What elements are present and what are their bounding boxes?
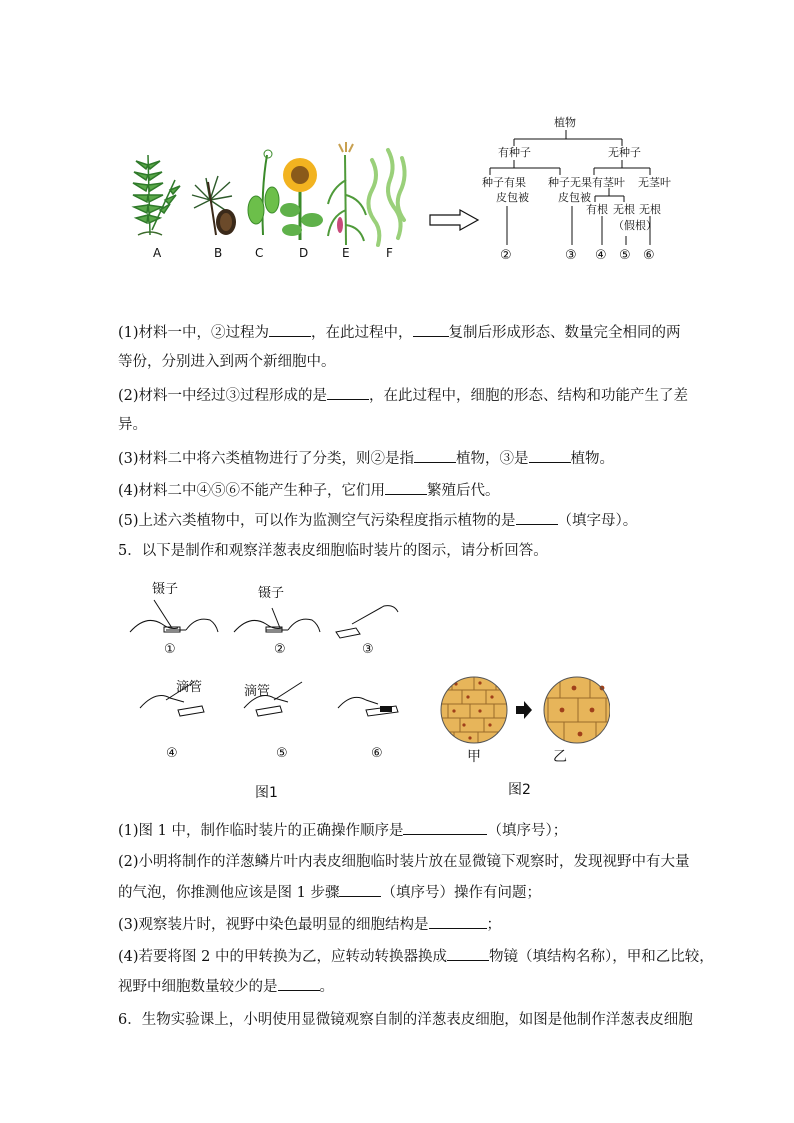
tree-has-root: 有根 bbox=[586, 203, 608, 216]
sunflower-plant-d bbox=[280, 158, 323, 240]
q5-2-line2: 的气泡，你推测他应该是图 1 步骤 （填序号）操作有问题； bbox=[118, 882, 541, 903]
tree-no-root-1: 无根 bbox=[613, 203, 635, 216]
answer-blank[interactable] bbox=[447, 946, 489, 961]
q4-2-line2: 异。 bbox=[118, 417, 147, 433]
tree-has-seed: 有种子 bbox=[498, 146, 531, 159]
classification-tree bbox=[482, 112, 682, 264]
corn-plant-e bbox=[328, 142, 366, 245]
step-marker-6: ⑥ bbox=[371, 746, 383, 761]
fern-plant-a bbox=[133, 155, 180, 235]
q4-4-line: (4)材料二中④⑤⑥不能产生种子，它们用 繁殖后代。 bbox=[118, 480, 500, 501]
answer-blank[interactable] bbox=[529, 448, 571, 463]
plant-label-b: B bbox=[214, 246, 223, 260]
right-arrow-icon bbox=[428, 208, 480, 232]
arrow-icon bbox=[516, 701, 532, 719]
tree-gymnosperm-1: 种子无果 bbox=[548, 176, 592, 189]
answer-blank[interactable] bbox=[385, 480, 427, 495]
q5-3-line: (3)观察装片时，视野中染色最明显的细胞结构是 ； bbox=[118, 914, 501, 935]
label-yi: 乙 bbox=[553, 749, 567, 765]
q4-3-line: (3)材料二中将六类植物进行了分类，则②是指 植物，③是 植物。 bbox=[118, 448, 614, 469]
dropper-label-1: 滴管 bbox=[176, 680, 203, 695]
tree-angiosperm-1: 种子有果 bbox=[482, 176, 526, 189]
answer-blank[interactable] bbox=[413, 322, 449, 337]
plant-illustrations bbox=[130, 140, 420, 265]
q4-5-line: (5)上述六类植物中，可以作为监测空气污染程度指示植物的是 （填字母）。 bbox=[118, 510, 637, 531]
tree-no-seed: 无种子 bbox=[608, 146, 641, 159]
plant-label-e: E bbox=[342, 246, 350, 260]
answer-blank[interactable] bbox=[269, 322, 311, 337]
tree-marker-4: ④ bbox=[595, 248, 607, 263]
tree-no-root-2: （假根） bbox=[613, 219, 657, 232]
tree-marker-3: ③ bbox=[565, 248, 577, 263]
answer-blank[interactable] bbox=[327, 385, 369, 400]
figure-1-caption: 图1 bbox=[255, 785, 278, 801]
plants-figure bbox=[130, 140, 420, 265]
tree-no-stem-leaf: 无茎叶 bbox=[638, 176, 671, 189]
tree-no-root-algae: 无根 bbox=[639, 203, 661, 216]
answer-blank[interactable] bbox=[516, 510, 558, 525]
q5-1-line: (1)图 1 中，制作临时装片的正确操作顺序是 （填序号）； bbox=[118, 820, 567, 841]
stained-sample bbox=[380, 706, 392, 712]
q4-2-line: (2)材料一中经过③过程形成的是 ，在此过程中，细胞的形态、结构和功能产生了差 bbox=[118, 385, 688, 406]
step-marker-3: ③ bbox=[362, 642, 374, 657]
tweezers-label-1: 镊子 bbox=[152, 582, 179, 597]
figure-2-caption: 图2 bbox=[508, 782, 531, 798]
q5-4-line2: 视野中细胞数量较少的是 。 bbox=[118, 976, 334, 997]
answer-blank[interactable] bbox=[429, 914, 487, 929]
q4-1-line2: 等份，分别进入到两个新细胞中。 bbox=[118, 354, 336, 370]
tree-angiosperm-2: 皮包被 bbox=[496, 191, 529, 204]
tree-has-stem-leaf: 有茎叶 bbox=[592, 176, 625, 189]
answer-blank[interactable] bbox=[403, 820, 487, 835]
step-marker-4: ④ bbox=[166, 746, 178, 761]
answer-blank[interactable] bbox=[278, 976, 320, 991]
view-yi bbox=[540, 676, 610, 746]
microscope-views bbox=[440, 676, 610, 746]
answer-blank[interactable] bbox=[339, 882, 381, 897]
algae-plant-f bbox=[368, 150, 404, 245]
pine-plant-b bbox=[192, 176, 236, 235]
q4-1-line: (1)材料一中，②过程为 ，在此过程中， 复制后形成形态、数量完全相同的两 bbox=[118, 322, 681, 343]
step-marker-2: ② bbox=[274, 642, 286, 657]
q5-title: 5．以下是制作和观察洋葱表皮细胞临时装片的图示，请分析回答。 bbox=[118, 543, 548, 559]
q6-line: 6．生物实验课上，小明使用显微镜观察自制的洋葱表皮细胞，如图是他制作洋葱表皮细胞 bbox=[118, 1012, 693, 1028]
plant-label-d: D bbox=[299, 246, 309, 260]
view-jia bbox=[440, 676, 510, 746]
seedling-plant-c bbox=[248, 150, 279, 235]
tree-marker-5: ⑤ bbox=[619, 248, 631, 263]
tree-root: 植物 bbox=[554, 116, 576, 129]
plant-label-f: F bbox=[386, 246, 393, 260]
step-marker-5: ⑤ bbox=[276, 746, 288, 761]
q5-4-line: (4)若要将图 2 中的甲转换为乙，应转动转换器换成 物镜（填结构名称），甲和乙比较， bbox=[118, 946, 714, 967]
q5-2-line: (2)小明将制作的洋葱鳞片叶内表皮细胞临时装片放在显微镜下观察时，发现视野中有大量 bbox=[118, 854, 690, 870]
plant-label-c: C bbox=[255, 246, 264, 260]
plant-label-a: A bbox=[153, 246, 162, 260]
tweezers-label-2: 镊子 bbox=[258, 586, 285, 601]
tree-marker-2: ② bbox=[500, 248, 512, 263]
step-marker-1: ① bbox=[164, 642, 176, 657]
answer-blank[interactable] bbox=[414, 448, 456, 463]
dropper-label-2: 滴管 bbox=[244, 684, 271, 699]
tree-gymnosperm-2: 皮包被 bbox=[558, 191, 591, 204]
label-jia: 甲 bbox=[467, 749, 481, 765]
tree-marker-6: ⑥ bbox=[643, 248, 655, 263]
